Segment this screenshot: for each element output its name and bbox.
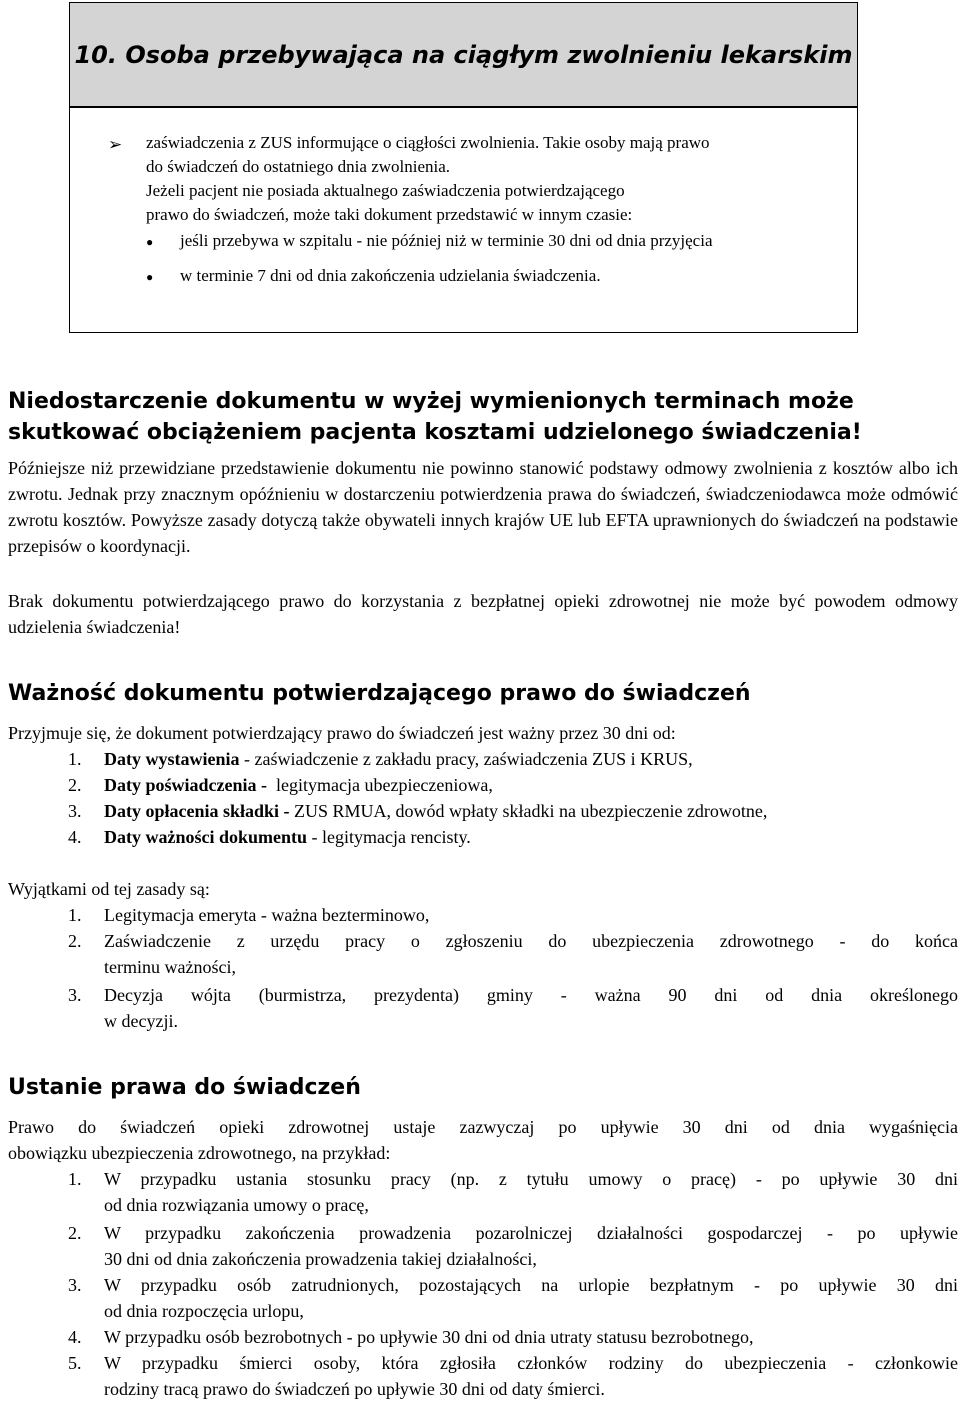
exception-1-line1: Legitymacja emeryta - ważna bezterminowo, [104,905,430,925]
expiry-item-2-line2: 30 dni od dnia zakończenia prowadzenia takiej działalności, [104,1249,537,1269]
exception-number: 1. [68,905,82,925]
arrow-bullet-icon: ➢ [108,135,123,154]
expiry-item-5-line2: rodziny tracą prawo do świadczeń po upływie 30 dni od daty śmierci. [104,1379,605,1399]
expiry-item-3-line2: od dnia rozpoczęcia urlopu, [104,1301,304,1321]
expiry-item-number: 1. [68,1169,82,1189]
expiry-item-3-line1: W przypadku osób zatrudnionych, pozostających na urlopie bezpłatnym - po upływie 30 dni [104,1275,958,1295]
box-intro-line2: prawo do świadczeń, może taki dokument przedstawić w innym czasie: [146,205,633,224]
expiry-item-1-line1: W przypadku ustania stosunku pracy (np. z tytułu umowy o pracę) - po upływie 30 dni [104,1169,958,1189]
warning-heading-line1: Niedostarczenie dokumentu w wyżej wymienionych terminach może [8,389,854,414]
validity-heading: Ważność dokumentu potwierdzającego prawo do świadczeń [8,681,751,706]
section-header-box [69,2,858,108]
validity-item-bold: Daty wystawienia [104,749,240,769]
bullet-dot-icon: ● [146,270,154,284]
exceptions-intro: Wyjątkami od tej zasady są: [8,879,210,899]
expiry-item-number: 2. [68,1223,82,1243]
expiry-item-5-line1: W przypadku śmierci osoby, która zgłosiła członków rodziny do ubezpieczenia - członkowie [104,1353,958,1373]
validity-item-bold: Daty poświadczenia - [104,775,267,795]
validity-item-text: ZUS RMUA, dowód wpłaty składki na ubezpieczenie zdrowotne, [289,801,768,821]
box-bullet-1: jeśli przebywa w szpitalu - nie później niż w terminie 30 dni od dnia przyjęcia [180,231,713,250]
validity-item-text: - zaświadczenie z zakładu pracy, zaświadczenia ZUS i KRUS, [239,749,693,769]
exception-3-line2: w decyzji. [104,1011,178,1031]
exception-number: 3. [68,985,82,1005]
validity-item-text: legitymacja ubezpieczeniowa, [267,775,493,795]
validity-item-bold: Daty ważności dokumentu [104,827,308,847]
validity-item-bold: Daty opłacenia składki - [104,801,290,821]
box-bullet-2: w terminie 7 dni od dnia zakończenia udzielania świadczenia. [180,266,601,285]
validity-item-text: - legitymacja rencisty. [307,827,471,847]
validity-item-1 [104,746,693,772]
warning-paragraph-1: Późniejsze niż przewidziane przedstawienie dokumentu nie powinno stanowić podstawy odmowy zwolnienia z kosztów albo ich zwrotu. Jednak przy znacznym opóźnieniu w dostarczeniu potwierdzenia prawa do świadczeń, świadczeniodawca może odmówić zwrotu kosztów. Powyższe zasady dotyczą także obywateli innych krajów UE lub EFTA uprawnionych do świadczeń na podstawie przepisów o koordynacji. [8,458,958,556]
exception-2-line1: Zaświadczenie z urzędu pracy o zgłoszeniu do ubezpieczenia zdrowotnego - do końca [104,931,958,951]
validity-item-number: 1. [68,749,82,769]
validity-item-number: 4. [68,827,82,847]
expiry-heading: Ustanie prawa do świadczeń [8,1075,361,1100]
validity-item-3 [104,798,767,824]
box-intro-line1: Jeżeli pacjent nie posiada aktualnego zaświadczenia potwierdzającego [146,181,625,200]
exception-number: 2. [68,931,82,951]
expiry-item-2-line1: W przypadku zakończenia prowadzenia pozarolniczej działalności gospodarczej - po upływie [104,1223,958,1243]
warning-paragraph-2: Brak dokumentu potwierdzającego prawo do korzystania z bezpłatnej opieki zdrowotnej nie może być powodem odmowy udzielenia świadczenia! [8,591,958,637]
warning-heading-line2: skutkować obciążeniem pacjenta kosztami udzielonego świadczenia! [8,420,862,445]
validity-item-4 [104,824,471,850]
arrow-text-line1: zaświadczenia z ZUS informujące o ciągłości zwolnienia. Takie osoby mają prawo [146,133,710,152]
validity-item-number: 2. [68,775,82,795]
bullet-dot-icon: ● [146,235,154,249]
arrow-text-line2: do świadczeń do ostatniego dnia zwolnienia. [146,157,451,176]
expiry-intro-line1: Prawo do świadczeń opieki zdrowotnej ustaje zazwyczaj po upływie 30 dni od dnia wygaśnięcia [8,1117,958,1137]
exception-3-line1: Decyzja wójta (burmistrza, prezydenta) gminy - ważna 90 dni od dnia określonego [104,985,958,1005]
validity-item-2 [104,772,493,798]
expiry-item-number: 3. [68,1275,82,1295]
expiry-item-4-line1: W przypadku osób bezrobotnych - po upływie 30 dni od dnia utraty statusu bezrobotnego, [104,1327,754,1347]
validity-intro: Przyjmuje się, że dokument potwierdzający prawo do świadczeń jest ważny przez 30 dni od: [8,723,676,743]
section-title: 10. Osoba przebywająca na ciągłym zwolnieniu lekarskim [74,40,853,69]
expiry-item-number: 5. [68,1353,82,1373]
expiry-intro-line2: obowiązku ubezpieczenia zdrowotnego, na przykład: [8,1143,391,1163]
expiry-item-1-line2: od dnia rozwiązania umowy o pracę, [104,1195,369,1215]
validity-item-number: 3. [68,801,82,821]
expiry-item-number: 4. [68,1327,82,1347]
exception-2-line2: terminu ważności, [104,957,236,977]
